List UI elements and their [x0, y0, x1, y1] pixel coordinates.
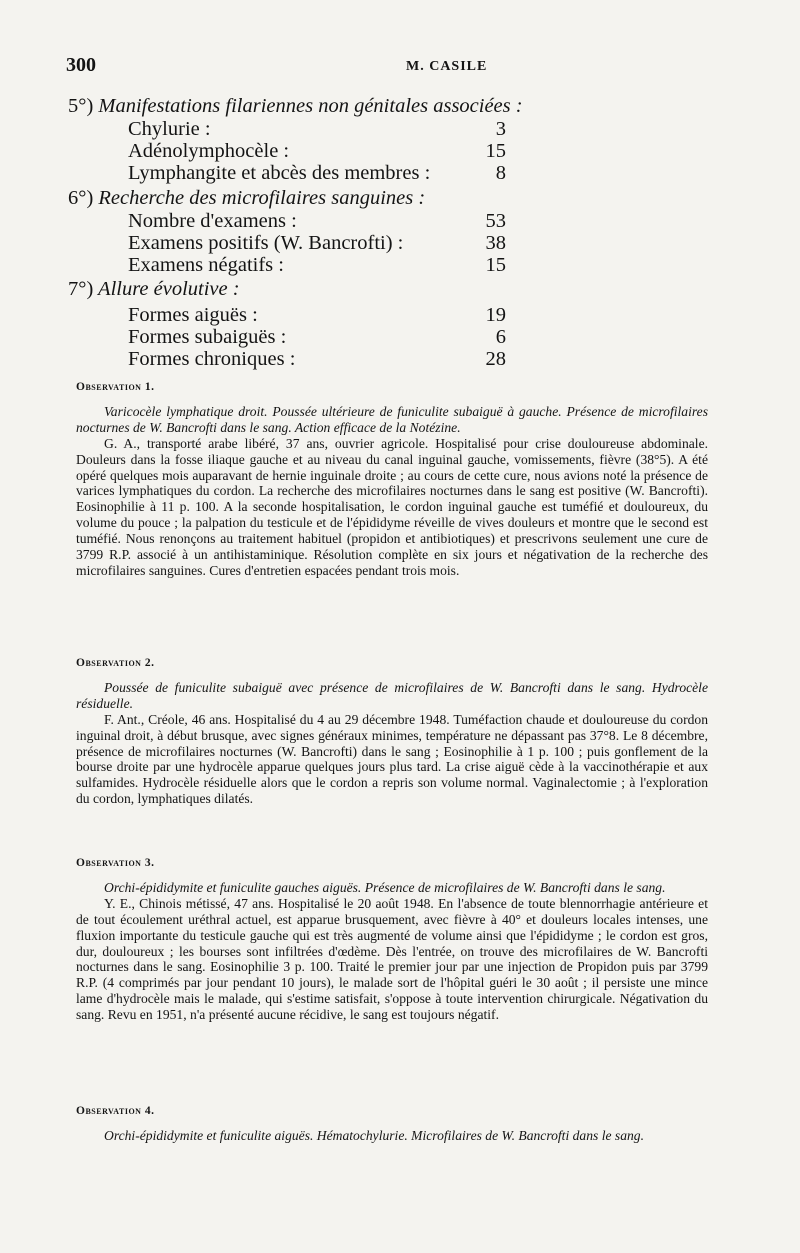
- section-number: 5°): [68, 95, 94, 117]
- stat-row: [128, 348, 506, 370]
- stat-row: [128, 254, 506, 276]
- stat-value: 6: [495, 326, 506, 348]
- stat-value: 3: [495, 118, 506, 140]
- stat-value: 19: [485, 304, 506, 326]
- section-5-title: [68, 95, 523, 118]
- stat-value: 8: [495, 162, 506, 184]
- stat-row: [128, 162, 506, 184]
- stat-value: 53: [485, 210, 506, 232]
- observation-subtitle: Poussée de funiculite subaiguë avec présence de microfilaires de W. Bancrofti dans le sang. Hydrocèle résiduelle.: [76, 679, 708, 711]
- section-number: 6°): [68, 187, 94, 209]
- observation-2: [76, 656, 708, 807]
- observation-body: F. Ant., Créole, 46 ans. Hospitalisé du 4 au 29 décembre 1948. Tuméfaction chaude et douloureuse du cordon inguinal droit, à début brusque, avec signes généraux minimes, température ne dépassant pas 37°8. Le 8 décembre, présence de microfilaires nocturnes (W. Bancrofti) dans le sang ; Eosinophilie à 1 p. 100 ; puis gonflement de la bourse droite par une hydrocèle apparue quelques jours plus tard. La crise aiguë cède à la vaccinothérapie et aux sulfamides. Hydrocèle résiduelle alors que le cordon a repris son volume normal. Vaginalectomie ; à l'exploration du cordon, lymphatiques dilatés.: [76, 711, 708, 807]
- stat-value: 15: [485, 140, 506, 162]
- observation-body: G. A., transporté arabe libéré, 37 ans, ouvrier agricole. Hospitalisé pour crise douloureuse abdominale. Douleurs dans la fosse iliaque gauche et au niveau du canal inguinal gauche, vomissements, fièvre (38°5). A été opéré quelques mois auparavant de hernie inguinale droite ; au cours de cette cure, nous avions noté la présence de varices lymphatiques du cordon. La recherche des microfilaires nocturnes dans le sang est positive (W. Bancrofti). Eosinophilie à 11 p. 100. A la seconde hospitalisation, le cordon inguinal gauche est tuméfié et douloureux, du volume du pouce ; la palpation du testicule et de l'épididyme réveille de vives douleurs et montre que le second est tuméfié. Nous renonçons au traitement habituel (propidon et antibiotiques) et prescrivons seulement une cure de 3799 R.P. associé à un antihistaminique. Résolution complète en six jours et négativation de la recherche des microfilaires sanguines. Cures d'entretien espacées pendant trois mois.: [76, 435, 708, 578]
- section-number: 7°): [68, 278, 94, 300]
- stat-value: 38: [485, 232, 506, 254]
- observation-heading: Observation 2.: [76, 657, 155, 669]
- stat-label: Formes chroniques :: [128, 348, 296, 370]
- section-6-title: [68, 187, 425, 210]
- stat-label: Nombre d'examens :: [128, 210, 297, 232]
- observation-subtitle: Orchi-épididymite et funiculite aiguës. Hématochylurie. Microfilaires de W. Bancrofti dans le sang.: [104, 1127, 644, 1143]
- observation-heading: Observation 4.: [76, 1105, 155, 1117]
- stat-row: [128, 118, 506, 140]
- stat-label: Adénolymphocèle :: [128, 140, 290, 162]
- stat-row: [128, 140, 506, 162]
- page-number: 300: [66, 54, 96, 76]
- stat-value: 15: [485, 254, 506, 276]
- section-heading: Allure évolutive :: [98, 278, 240, 300]
- stat-label: Examens négatifs :: [128, 254, 284, 276]
- section-heading: Manifestations filariennes non génitales associées :: [98, 95, 523, 117]
- stat-label: Formes aiguës :: [128, 304, 258, 326]
- section-heading: Recherche des microfilaires sanguines :: [98, 187, 426, 209]
- observation-body: Y. E., Chinois métissé, 47 ans. Hospitalisé le 20 août 1948. En l'absence de toute blennorrhagie antérieure et de tout écoulement uréthral actuel, est apparue brusquement, avec fièvre à 40° et douleurs locales intenses, une fluxion importante du testicule gauche qui est très augmenté de volume ainsi que l'épididyme ; le cordon est gros, dur, douloureux ; les bourses sont infiltrées d'œdème. Dès l'entrée, on trouve des microfilaires de W. Bancrofti nocturnes dans le sang. Eosinophilie 3 p. 100. Traité le premier jour par une injection de Propidon puis par 3799 R.P. (4 comprimés par jour pendant 10 jours), le malade sort de l'hôpital guéri le 30 août ; il persiste une mince lame d'hydrocèle mais le malade, qui s'estime satisfait, s'oppose à toute intervention chirurgicale. Négativation du sang. Revu en 1951, n'a présenté aucune récidive, le sang est toujours négatif.: [76, 895, 708, 1023]
- stat-label: Lymphangite et abcès des membres :: [128, 162, 431, 184]
- observation-heading: Observation 1.: [76, 381, 155, 393]
- observation-4: [76, 1104, 708, 1144]
- stat-row: [128, 210, 506, 232]
- stat-label: Formes subaiguës :: [128, 326, 287, 348]
- observation-subtitle: Varicocèle lymphatique droit. Poussée ultérieure de funiculite subaiguë à gauche. Présence de microfilaires nocturnes de W. Bancrofti dans le sang. Action efficace de la Notézine.: [76, 403, 708, 435]
- stat-row: [128, 232, 506, 254]
- stat-value: 28: [485, 348, 506, 370]
- observation-heading: Observation 3.: [76, 857, 155, 869]
- running-head-author: M. CASILE: [406, 59, 488, 74]
- observation-1: [76, 380, 708, 579]
- stat-row: [128, 304, 506, 326]
- observation-3: [76, 856, 708, 1023]
- stat-row: [128, 326, 506, 348]
- stat-label: Chylurie :: [128, 118, 211, 140]
- stat-label: Examens positifs (W. Bancrofti) :: [128, 232, 404, 254]
- page-header: [66, 54, 736, 78]
- observation-subtitle: Orchi-épididymite et funiculite gauches aiguës. Présence de microfilaires de W. Bancrofti dans le sang.: [104, 879, 666, 895]
- section-7-title: [68, 278, 240, 301]
